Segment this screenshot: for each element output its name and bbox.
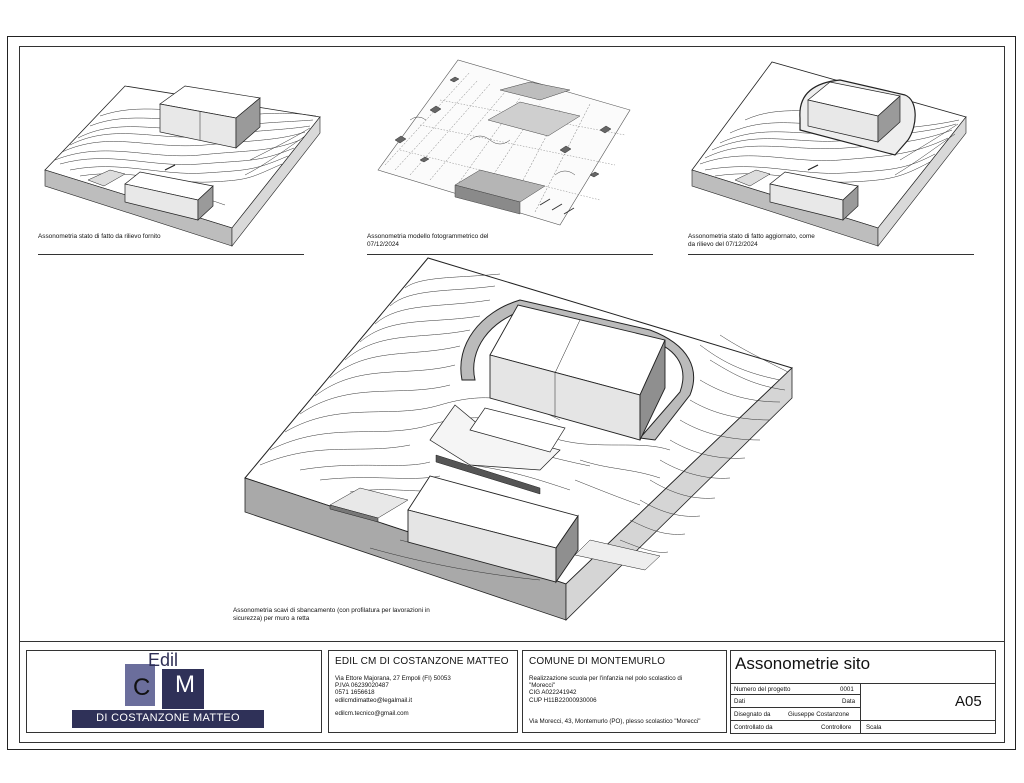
firm-info [328,650,518,733]
firm-name: EDIL CM DI COSTANZONE MATTEO [335,656,509,667]
client-project-line2: "Morecci" [529,682,556,690]
drawn-by-value: Giuseppe Costanzone [788,711,850,718]
logo-letter-m: M [175,671,195,698]
sheet-title: Assonometrie sito [735,654,871,673]
caption-updated-line1: Assonometria stato di fatto aggiornato, come [688,233,815,240]
client-cup: CUP H11B22000930006 [529,696,597,704]
caption-photogrammetry-line1: Assonometria modello fotogrammetrico del [367,233,489,240]
caption-photogrammetry-underline [367,254,653,255]
project-number-label: Numero del progetto [734,686,791,693]
checked-by-label: Controllato da [734,724,773,731]
caption-survey [38,233,161,241]
row-divider-3 [730,720,996,721]
caption-survey-text: Assonometria stato di fatto da rilievo fornito [38,233,161,240]
photogrammetric-model-view [378,60,630,225]
axonometric-view-excavation [245,258,792,620]
row-divider-1 [730,694,860,695]
logo-edil-text: Edil [148,650,179,670]
client-site: Via Morecci, 43, Montemurlo (PO), plesso scolastico "Morecci" [529,717,701,725]
firm-vat: P.IVA 06239020487 [335,682,389,690]
caption-photogrammetry [367,233,488,248]
sheet-code: A05 [955,693,982,710]
project-number-value: 0001 [840,686,854,693]
axonometric-view-updated [692,62,966,246]
client-project-line1: Realizzazione scuola per l'infanzia nel polo scolastico di [529,675,683,682]
title-divider [730,683,996,684]
client-name: COMUNE DI MONTEMURLO [529,656,666,667]
client-cig: CIG A022241942 [529,689,577,697]
firm-phone: 0571 1656618 [335,689,375,697]
caption-updated [688,233,815,248]
caption-survey-underline [38,254,304,255]
caption-excavation [233,607,430,622]
firm-pec: edilcmdimatteo@legalmail.it [335,696,413,704]
firm-address: Via Ettore Majorana, 27 Empoli (FI) 50053 [335,675,451,682]
scale-label: Scala [866,724,882,731]
caption-updated-line2: da rilievo del 07/12/2024 [688,240,758,248]
caption-excavation-line1: Assonometria scavi di sbancamento (con profilatura per lavorazioni in [233,607,430,614]
client-info [522,650,727,733]
caption-updated-underline [688,254,974,255]
drawn-by-label: Disegnato da [734,711,771,718]
axonometric-view-survey [45,86,320,246]
dates-label: Dati [734,698,746,705]
checked-by-value: Controllore [821,724,852,731]
caption-photogrammetry-line2: 07/12/2024 [367,240,399,248]
logo-subtitle: DI COSTANZONE MATTEO [96,712,240,724]
logo-letter-c: C [133,674,151,701]
code-divider [860,683,861,734]
caption-excavation-line2: sicurezza) per muro a retta [233,614,310,622]
row-divider-2 [730,707,860,708]
firm-email: edilcm.tecnico@gmail.com [335,709,409,717]
date-label: Data [842,698,856,705]
